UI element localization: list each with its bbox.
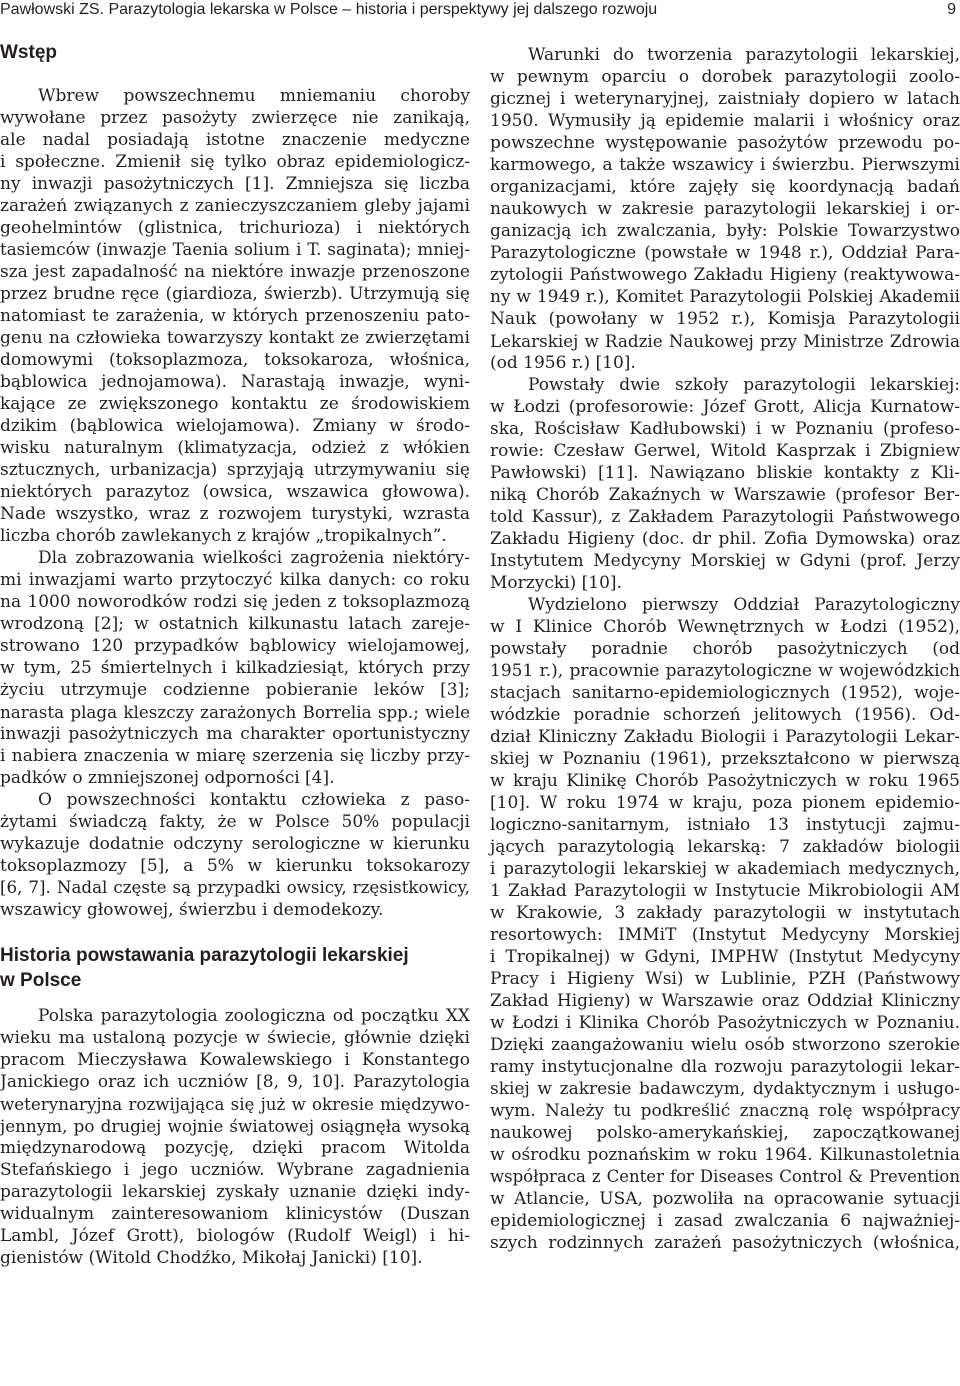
text-line: Parazytologiczne (powstałe w 1948 r.), Oddział Para-: [490, 243, 960, 263]
text-line: ganizacją ich zwalczania, były: Polskie Towarzystwo: [490, 221, 960, 241]
text-line: tasiemców (inwazje Taenia solium i T. saginata); mniej-: [0, 240, 470, 259]
text-line: w Krakowie, 3 zakłady parazytologii w instytutach: [490, 903, 960, 923]
text-line: 1950. Wymusiły ją epidemie malarii i włośnicy oraz: [490, 111, 960, 131]
section-history: [0, 943, 470, 1269]
text-line: ramy instytucjonalne dla rozwoju parazytologii lekar-: [490, 1057, 960, 1077]
text-line: na 1000 noworodków rodzi się jeden z toksoplazmozą: [0, 592, 470, 612]
text-line: skiej w Poznaniu (1961), przekształcono w pierwszą: [490, 749, 960, 769]
text-line: przez brudne ręce (giardioza, świerzb). Utrzymują się: [0, 284, 470, 304]
text-line: liczba chorób zawlekanych z krajów „tropikalnych”.: [0, 526, 447, 546]
text-line: strowano 120 przypadków bąblowicy wielojamowej,: [0, 636, 470, 656]
text-line: Polska parazytologia zoologiczna od początku XX: [38, 1006, 470, 1026]
text-line: naukowych w zakresie parazytologii lekarskiej i or-: [490, 199, 960, 219]
text-line: ny w 1949 r.), Komitet Parazytologii Polskiej Akademii: [490, 287, 960, 307]
text-line: gicznej i weterynaryjnej, zaistniały dopiero w latach: [490, 89, 960, 109]
text-line: domowymi (toksoplazmoza, toksokaroza, włośnica,: [0, 350, 470, 370]
text-line: natomiast te zarażenia, w których przenoszeniu pato-: [0, 306, 470, 326]
text-line: Nauk (powołany w 1952 r.), Komisja Parazytologii: [490, 309, 960, 329]
text-line: logiczno-sanitarnym, istniało 13 instytucji zajmu-: [490, 815, 960, 835]
text-line: pracom Mieczysława Kowalewskiego i Konstantego: [0, 1050, 470, 1070]
text-line: toksoplazmozy [5], a 5% w kierunku toksokarozy: [0, 856, 470, 876]
text-line: parazytologii lekarskiej zyskały uznanie dzięki indy-: [0, 1182, 470, 1202]
text-line: wym. Należy tu podkreślić znaczną rolę współpracy: [490, 1101, 960, 1121]
text-line: epidemiologicznej i zasad zwalczania 6 najważniej-: [490, 1211, 960, 1231]
text-line: współpraca z Center for Diseases Control & Prevention: [490, 1167, 960, 1186]
text-line: Wydzielono pierwszy Oddział Parazytologiczny: [528, 595, 960, 615]
text-line: rowie: Czesław Gerwel, Witold Kasprzak i Zbigniew: [490, 441, 960, 461]
running-head-title: Pawłowski ZS. Parazytologia lekarska w Polsce – historia i perspektywy jej dalszego rozwoju: [0, 1, 658, 18]
text-line: Lambl, Józef Grott), biologów (Rudolf Weigl) i hi-: [0, 1226, 470, 1246]
text-line: ska, Rościsław Kadłubowski) i w Poznaniu (profeso-: [490, 419, 960, 439]
text-line: powstały poradnie chorób pasożytniczych (od: [490, 639, 960, 659]
text-line: [10]. W roku 1974 w kraju, poza pionem epidemio-: [490, 793, 960, 813]
text-line: kające ze zwiększonego kontaktu ze środowiskiem: [0, 394, 470, 414]
text-line: wywołane przez pasożyty zwierzęce nie zanikają,: [0, 108, 470, 128]
text-line: wieku ma ustaloną pozycje w świecie, głównie dzięki: [0, 1028, 470, 1048]
text-line: żytami świadczą fakty, że w Polsce 50% populacji: [0, 812, 470, 832]
text-line: karmowego, a także wszawicy i świerzbu. Pierwszymi: [490, 155, 960, 175]
text-line: w kraju Klinikę Chorób Pasożytniczych w roku 1965: [490, 771, 960, 791]
running-head: [0, 0, 960, 22]
text-line: skiej w zakresie badawczym, dydaktycznym i usługo-: [490, 1079, 960, 1099]
text-line: Pracy i Higieny Wsi) w Lublinie, PZH (Państwowy: [490, 969, 960, 989]
text-line: widualnym zainteresowaniom klinicystów (Duszan: [0, 1204, 470, 1224]
text-line: i społeczne. Zmienił się tylko obraz epidemiologicz-: [0, 152, 470, 172]
text-line: sztucznych, urbanizacja) sprzyjają utrzymywaniu się: [0, 460, 470, 480]
text-line: jących parazytologią lekarską: 7 zakładów biologii: [490, 837, 960, 857]
section-heading-history-line1: Historia powstawania parazytologii lekarskiej: [0, 945, 409, 966]
section-heading-history-line2: w Polsce: [0, 970, 82, 991]
left-column: [0, 40, 470, 1269]
text-line: wrodzoną [2]; w ostatnich kilkunastu latach zareje-: [0, 614, 470, 634]
text-line: (od 1956 r.) [10].: [490, 353, 636, 373]
text-line: wszawicy głowowej, świerzbu i demodekozy.: [0, 900, 384, 920]
text-line: zarażeń związanych z zanieczyszczaniem gleby jajami: [0, 196, 470, 216]
section-heading-introduction: Wstęp: [0, 42, 57, 63]
text-line: ny inwazji pasożytniczych [1]. Zmniejsza się liczba: [0, 174, 470, 194]
text-line: Lekarskiej w Radzie Naukowej przy Ministrze Zdrowia: [490, 331, 960, 351]
right-column: [490, 44, 960, 1254]
text-line: w Łodzi (profesorowie: Józef Grott, Alicja Kurnatow-: [490, 397, 960, 417]
text-line: w ośrodku poznańskim w roku 1964. Kilkunastoletnia: [490, 1145, 960, 1165]
text-line: Warunki do tworzenia parazytologii lekarskiej,: [528, 45, 960, 65]
text-line: wisku naturalnym (klimatyzacja, odzież z włókien: [0, 438, 470, 458]
text-line: Powstały dwie szkoły parazytologii lekarskiej:: [528, 375, 960, 395]
text-line: weterynaryjna rozwijająca się już w okresie międzywo-: [0, 1094, 470, 1114]
text-line: ale nadal posiadają istotne znaczenie medyczne: [0, 130, 470, 150]
text-line: [6, 7]. Nadal częste są przypadki owsicy, rzęsistkowicy,: [0, 878, 470, 897]
text-line: 1 Zakład Parazytologii w Instytucie Mikrobiologii AM: [490, 881, 960, 901]
text-line: mi inwazjami warto przytoczyć kilka danych: co roku: [0, 570, 470, 590]
text-line: bąblowica jednojamowa). Narastają inwazje, wyni-: [0, 372, 470, 392]
text-line: stacjach sanitarno-epidemiologicznych (1952), woje-: [490, 683, 960, 703]
text-line: zytologii Państwowego Zakładu Higieny (reaktywowa-: [490, 265, 960, 285]
page-number: 9: [947, 1, 956, 18]
text-line: naukowej polsko-amerykańskiej, zapoczątkowanej: [490, 1123, 960, 1143]
text-line: 1951 r.), pracownie parazytologiczne w wojewódzkich: [490, 661, 960, 681]
text-line: międzynarodową pozycję, dzięki pracom Witolda: [0, 1138, 470, 1158]
text-line: Janickiego oraz ich uczniów [8, 9, 10]. Parazytologia: [0, 1072, 470, 1092]
text-line: i Tropikalnej) w Gdyni, IMPHW (Instytut Medycyny: [490, 947, 960, 967]
text-line: genu na człowieka towarzyszy kontakt ze zwierzętami: [0, 328, 470, 348]
text-line: Morzycki) [10].: [490, 573, 622, 593]
text-line: Dla zobrazowania wielkości zagrożenia niektóry-: [38, 548, 470, 568]
text-line: jennym, po drugiej wojnie światowej osiągnęła wysoką: [0, 1116, 470, 1136]
text-line: wykazuje dodatnie odczyny serologiczne w kierunku: [0, 834, 470, 854]
section-introduction: [0, 40, 470, 921]
text-line: sza jest zapadalność na niektóre inwazje przenoszone: [0, 262, 470, 282]
text-line: Zakładu Higieny (doc. dr phil. Zofia Dymowska) oraz: [490, 529, 960, 549]
text-line: Stefańskiego i jego uczniów. Wybrane zagadnienia: [0, 1160, 470, 1180]
text-line: dzikim (bąblowica wielojamowa). Zmiany w środo-: [0, 416, 470, 436]
text-line: geohelmintów (glistnica, trichurioza) i niektórych: [0, 218, 470, 238]
text-line: resortowych: IMMiT (Instytut Medycyny Morskiej: [490, 925, 960, 945]
text-line: i parazytologii lekarskiej w akademiach medycznych,: [490, 859, 960, 879]
right-column-body: [490, 44, 960, 1254]
text-line: Nade wszystko, wraz z rozwojem turystyki, wzrasta: [0, 504, 470, 524]
text-line: inwazji pasożytniczych ma charakter oportunistyczny: [0, 724, 470, 744]
text-line: padków o zmniejszonej odporności [4].: [0, 768, 335, 788]
text-line: niką Chorób Zakaźnych w Warszawie (profesor Ber-: [490, 485, 960, 505]
text-line: Pawłowski) [11]. Nawiązano bliskie kontakty z Kli-: [490, 463, 960, 483]
introduction-body: [0, 85, 470, 921]
text-line: Instytutem Medycyny Morskiej w Gdyni (prof. Jerzy: [490, 551, 960, 571]
text-line: w pewnym oparciu o dorobek parazytologii zoolo-: [490, 67, 960, 87]
text-line: gienistów (Witold Chodźko, Mikołaj Janicki) [10].: [0, 1248, 423, 1268]
text-line: wódzkie poradnie schorzeń jelitowych (1956). Od-: [490, 705, 960, 725]
text-line: Wbrew powszechnemu mniemaniu choroby: [38, 86, 470, 106]
text-line: O powszechności kontaktu człowieka z paso-: [38, 790, 470, 810]
text-line: powszechne występowanie pasożytów przewodu po-: [490, 133, 960, 153]
text-line: życiu utrzymuje codzienne pobieranie leków [3];: [0, 680, 470, 700]
text-line: Zakład Higieny) w Warszawie oraz Oddział Kliniczny: [490, 991, 960, 1011]
text-line: w Atlancie, USA, pozwoliła na opracowanie sytuacji: [490, 1189, 960, 1209]
history-body: [0, 1005, 470, 1269]
text-line: niektórych parazytoz (owsica, wszawica głowowa).: [0, 482, 470, 502]
text-line: w Łodzi i Klinika Chorób Pasożytniczych w Poznaniu.: [490, 1013, 960, 1033]
text-line: w I Klinice Chorób Wewnętrznych w Łodzi (1952),: [490, 617, 960, 637]
text-line: szych rodzinnych zarażeń pasożytniczych (włośnica,: [490, 1233, 960, 1253]
section-heading-history: [0, 943, 470, 993]
text-line: Dzięki zaangażowaniu wielu osób stworzono szerokie: [490, 1035, 960, 1055]
text-line: w tym, 25 śmiertelnych i kilkadziesiąt, których przy: [0, 658, 470, 678]
text-line: i nabiera znaczenia w miarę szerzenia się liczby przy-: [0, 746, 470, 766]
text-line: dział Kliniczny Zakładu Biologii i Parazytologii Lekar-: [490, 727, 960, 747]
text-line: told Kassur), z Zakładem Parazytologii Państwowego: [490, 507, 960, 527]
text-line: organizacjami, które zajęły się koordynacją badań: [490, 177, 960, 197]
text-line: narasta plaga kleszczy zarażonych Borrelia spp.; wiele: [0, 702, 470, 722]
